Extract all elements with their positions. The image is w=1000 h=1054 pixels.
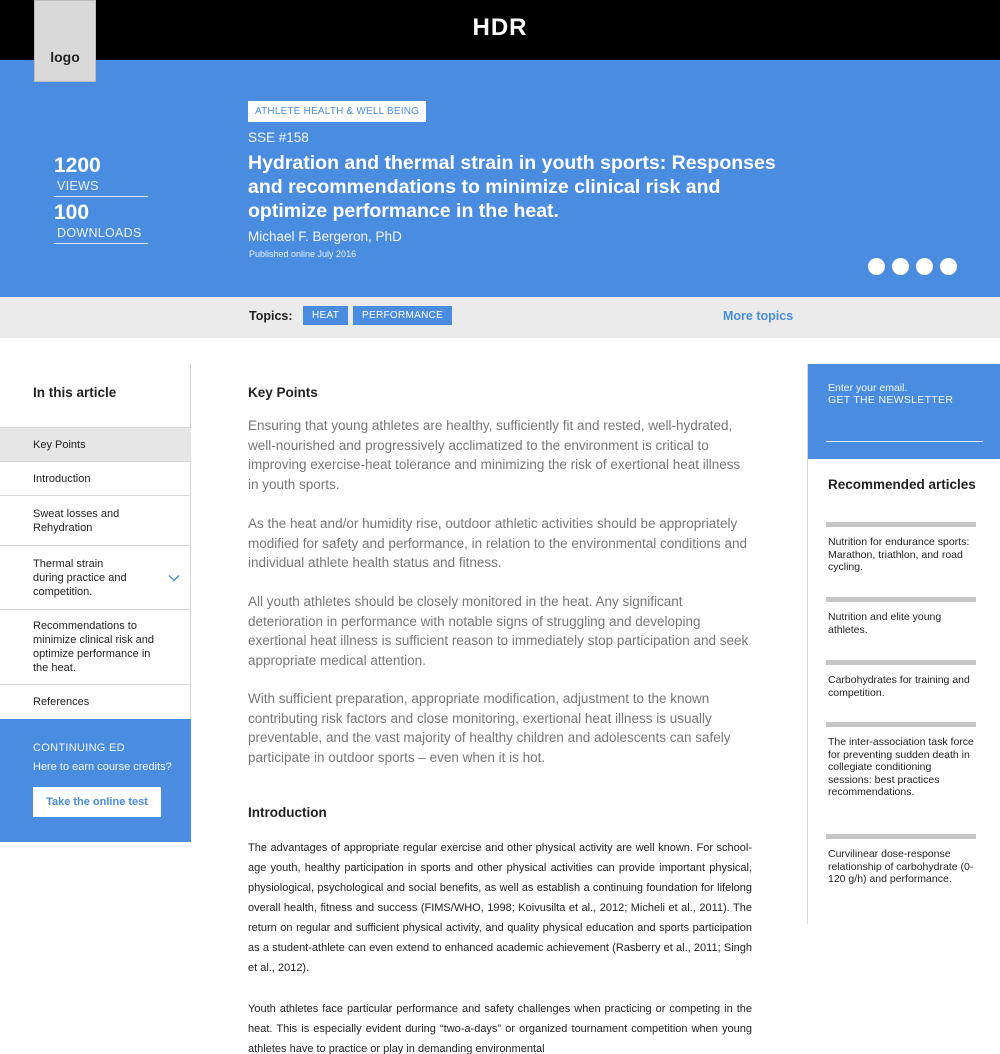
- toc-item-label: Key Points: [33, 438, 86, 451]
- more-topics-link[interactable]: More topics: [723, 309, 794, 323]
- right-sidebar: [807, 364, 1000, 924]
- toc-item-sweat-losses[interactable]: [0, 496, 191, 546]
- logo[interactable]: logo: [34, 0, 96, 82]
- recommended-article[interactable]: [826, 522, 976, 574]
- toc-sidebar: [0, 364, 191, 842]
- views-label: VIEWS: [57, 179, 99, 193]
- recommended-article[interactable]: [826, 597, 976, 636]
- carousel-dot[interactable]: [940, 258, 957, 275]
- carousel-dot[interactable]: [916, 258, 933, 275]
- toc-item-label: Sweat losses and Rehydration: [33, 507, 120, 534]
- newsletter-prompt: Enter your email.: [828, 382, 908, 394]
- author-name: Michael F. Bergeron, PhD: [248, 229, 402, 244]
- key-point-paragraph: All youth athletes should be closely monitored in the heat. Any significant deterioration in performance with notable signs of struggling and developing exertional heat illness is sufficient reason to immediately stop participation and seek appropriate medical attention.: [248, 594, 749, 668]
- toc-item-references[interactable]: [0, 685, 191, 718]
- toc-heading: In this article: [33, 385, 117, 400]
- introduction-heading: Introduction: [248, 805, 327, 820]
- key-point-paragraph: With sufficient preparation, appropriate modification, adjustment to the known contributing risk factors and close monitoring, exertional heat illness is usually preventable, and the vast majority of healthy children and adolescents can safely participate in outdoor sports – even when it is hot.: [248, 691, 731, 765]
- key-point-paragraph: As the heat and/or humidity rise, outdoor athletic activities should be appropriately modified for safety and performance, in relation to the environmental conditions and individual athlete health status and fitness.: [248, 516, 748, 570]
- top-bar: [0, 0, 1000, 60]
- carousel-dot[interactable]: [868, 258, 885, 275]
- continuing-ed-heading: CONTINUING ED: [33, 742, 125, 754]
- toc-item-label: Thermal strain during practice and competition.: [33, 557, 127, 598]
- recommended-article[interactable]: [826, 834, 976, 886]
- introduction-paragraph: The advantages of appropriate regular exercise and other physical activity are well known. For school-age youth, healthy participation in sports and other physical activities can provide important physical, physiological, psychological and social benefits, as well as establish a continuing foundation for lifelong overall health, fitness and success (FIMS/WHO, 1998; Koivusilta et al., 2012; Micheli et al., 2011). The return on regular and sufficient physical activity, and quality physical education and sports participation as a student-athlete can even extend to enhanced academic achievement (Rasberry et al., 2011; Singh et al., 2012).: [248, 842, 752, 974]
- downloads-count: 100: [54, 201, 90, 224]
- toc-list: [0, 427, 191, 718]
- issue-number: SSE #158: [248, 130, 309, 145]
- chevron-down-icon[interactable]: [167, 571, 181, 585]
- topics-bar: [0, 297, 1000, 338]
- continuing-ed-subtext: Here to earn course credits?: [33, 761, 172, 773]
- divider: [826, 597, 976, 602]
- carousel-dots: [868, 258, 964, 280]
- key-points-heading: Key Points: [248, 385, 318, 400]
- recommended-article-title: Curvilinear dose-response relationship of carbohydrate (0-120 g/h) and performance.: [828, 848, 974, 885]
- newsletter-email-input[interactable]: [826, 422, 983, 442]
- toc-item-label: Recommendations to minimize clinical risk and optimize performance in the heat.: [33, 620, 155, 674]
- key-point-paragraph: Ensuring that young athletes are healthy, sufficiently fit and rested, well-hydrated, well-nourished and progressively acclimatized to the environment is critical to improving exercise-heat tolerance and minimizing the risk of exertional heat illness in youth sports.: [248, 418, 741, 492]
- newsletter-signup: [808, 364, 1000, 459]
- introduction-paragraph: Youth athletes face particular performance and safety challenges when practicing or competing in the heat. This is especially evident during “two-a-days” or organized tournament competition when young athletes have to practice or play in demanding environmental: [248, 1003, 752, 1054]
- divider: [826, 522, 976, 527]
- recommended-article[interactable]: [826, 660, 976, 699]
- article-hero: [0, 60, 1000, 297]
- take-online-test-button[interactable]: Take the online test: [33, 787, 161, 817]
- toc-item-thermal-strain[interactable]: [0, 546, 191, 610]
- category-tag[interactable]: ATHLETE HEALTH & WELL BEING: [248, 101, 426, 122]
- divider: [826, 660, 976, 665]
- published-date: Published online July 2016: [249, 249, 357, 259]
- recommended-article-title: Carbohydrates for training and competition.: [828, 674, 970, 699]
- topics-label: Topics:: [249, 309, 293, 323]
- recommended-article-title: Nutrition for endurance sports: Marathon, triathlon, and road cycling.: [828, 536, 970, 573]
- topic-chip-heat[interactable]: HEAT: [303, 306, 348, 325]
- recommended-heading: Recommended articles: [828, 477, 976, 492]
- downloads-stat: [54, 201, 148, 244]
- toc-item-label: Introduction: [33, 472, 91, 485]
- toc-item-introduction[interactable]: [0, 462, 191, 496]
- toc-item-key-points[interactable]: [0, 427, 191, 462]
- brand-title: HDR: [472, 14, 528, 41]
- divider: [826, 722, 976, 727]
- recommended-article-title: Nutrition and elite young athletes.: [828, 611, 942, 636]
- views-stat: [54, 154, 148, 197]
- toc-item-label: References: [33, 695, 90, 708]
- recommended-article-title: The inter-association task force for preventing sudden death in collegiate conditioning sessions: best practices recommendations.: [828, 736, 974, 798]
- divider: [826, 834, 976, 839]
- recommended-article[interactable]: [826, 722, 976, 799]
- continuing-ed-box: [0, 719, 191, 842]
- newsletter-cta[interactable]: GET THE NEWSLETTER: [828, 394, 954, 406]
- article-title: Hydration and thermal strain in youth sports: Responses and recommendations to minimize clinical risk and optimize performance in the heat.: [248, 152, 776, 222]
- views-count: 1200: [54, 154, 101, 177]
- downloads-label: DOWNLOADS: [57, 226, 142, 240]
- topic-chip-performance[interactable]: PERFORMANCE: [353, 306, 452, 325]
- toc-item-recommendations[interactable]: [0, 610, 191, 685]
- carousel-dot[interactable]: [892, 258, 909, 275]
